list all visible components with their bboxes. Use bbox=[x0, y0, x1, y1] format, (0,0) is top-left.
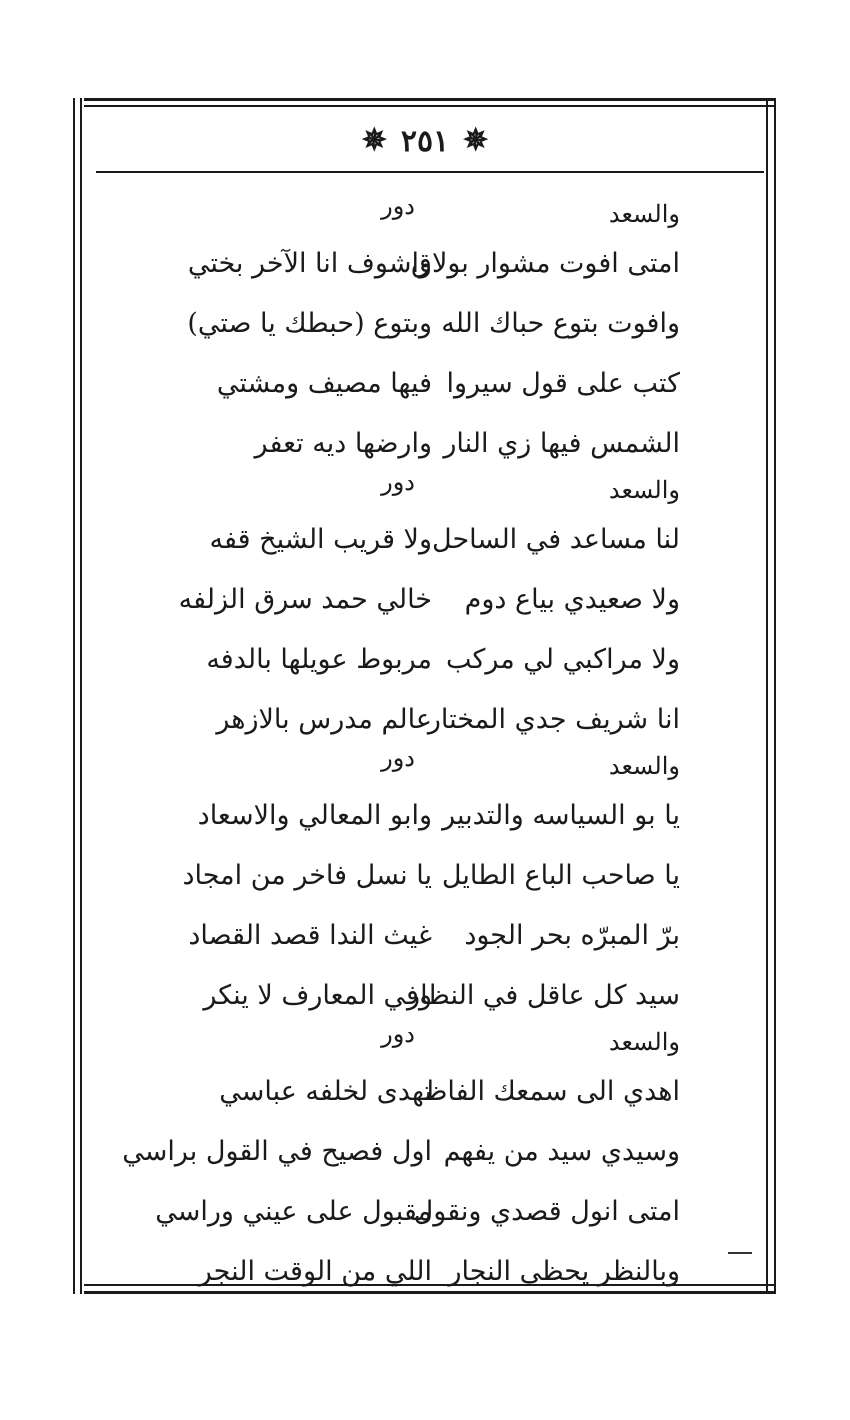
dawr-label: دور bbox=[381, 468, 415, 496]
verse-first-hemistich: يا بو السياسه والتدبير bbox=[442, 800, 680, 831]
page-number: ٢٥١ bbox=[400, 123, 450, 159]
stanza-heading bbox=[180, 468, 680, 512]
left-rule-outer bbox=[73, 98, 75, 1294]
verse-line bbox=[180, 236, 680, 296]
verse-second-hemistich: وبتوع (حبطك يا صتي) bbox=[187, 308, 432, 339]
stanza bbox=[180, 192, 680, 476]
dawr-label: دور bbox=[381, 1020, 415, 1048]
left-rule-inner bbox=[80, 98, 82, 1294]
verse-second-hemistich: خالي حمد سرق الزلفه bbox=[178, 584, 432, 615]
verse-first-hemistich: ولا مراكبي لي مركب bbox=[445, 644, 680, 675]
verse-second-hemistich: اول فصيح في القول براسي bbox=[122, 1136, 432, 1167]
verse-second-hemistich: غيث الندا قصد القصاد bbox=[188, 920, 432, 951]
page-header bbox=[0, 118, 850, 164]
stanza-heading bbox=[180, 744, 680, 788]
top-rule-inner bbox=[84, 105, 774, 107]
verse-line bbox=[180, 1064, 680, 1124]
ornament-left-icon: ✵ bbox=[361, 123, 387, 158]
dawr-label: دور bbox=[381, 192, 415, 220]
verse-first-hemistich: وبالنظر يحظى النجار bbox=[448, 1256, 680, 1287]
verse-first-hemistich: امتى انول قصدي ونقول bbox=[413, 1196, 680, 1227]
verse-first-hemistich: امتى افوت مشوار بولاق bbox=[411, 248, 680, 279]
dawr-label: دور bbox=[381, 744, 415, 772]
verse-first-hemistich: برّ المبرّه بحر الجود bbox=[464, 920, 680, 951]
verse-second-hemistich: واشوف انا الآخر بختي bbox=[187, 248, 432, 279]
printer-mark bbox=[728, 1252, 752, 1254]
verse-first-hemistich: اهدي الى سمعك الفاظ bbox=[422, 1076, 680, 1107]
verse-line bbox=[180, 416, 680, 476]
verse-line bbox=[180, 692, 680, 752]
verse-second-hemistich: يا نسل فاخر من امجاد bbox=[182, 860, 432, 891]
refrain-label: والسعد bbox=[608, 200, 680, 228]
verse-first-hemistich: يا صاحب الباع الطايل bbox=[441, 860, 680, 891]
stanza-heading bbox=[180, 1020, 680, 1064]
verse-second-hemistich: مقبول على عيني وراسي bbox=[155, 1196, 432, 1227]
verse-line bbox=[180, 848, 680, 908]
verse-line bbox=[180, 296, 680, 356]
poem-body bbox=[122, 192, 680, 1287]
stanza bbox=[180, 744, 680, 1028]
verse-first-hemistich: وسيدي سيد من يفهم bbox=[443, 1136, 680, 1167]
refrain-label: والسعد bbox=[608, 1028, 680, 1056]
verse-second-hemistich: وارضها ديه تعفر bbox=[254, 428, 432, 459]
verse-second-hemistich: ولا قريب الشيخ قفه bbox=[209, 524, 432, 555]
verse-line bbox=[122, 1124, 680, 1184]
top-rule-outer bbox=[84, 98, 774, 101]
right-rule-inner bbox=[766, 98, 768, 1294]
header-rule bbox=[96, 171, 764, 173]
verse-line bbox=[180, 572, 680, 632]
stanza bbox=[178, 468, 680, 752]
verse-first-hemistich: ولا صعيدي بياع دوم bbox=[464, 584, 680, 615]
verse-second-hemistich: تهدى لخلفه عباسي bbox=[219, 1076, 432, 1107]
verse-first-hemistich: وافوت بتوع حباك الله bbox=[441, 308, 680, 339]
ornament-right-icon: ✵ bbox=[463, 123, 489, 158]
verse-second-hemistich: عالم مدرس بالازهر bbox=[216, 704, 432, 735]
stanza bbox=[122, 1020, 680, 1304]
verse-first-hemistich: سيد كل عاقل في النظار bbox=[407, 980, 680, 1011]
verse-first-hemistich: انا شريف جدي المختار bbox=[427, 704, 680, 735]
verse-line bbox=[180, 632, 680, 692]
verse-line bbox=[180, 1244, 680, 1304]
verse-line bbox=[180, 908, 680, 968]
verse-first-hemistich: لنا مساعد في الساحل bbox=[432, 524, 680, 555]
verse-line bbox=[180, 356, 680, 416]
verse-second-hemistich: اللي من الوقت النجر bbox=[198, 1256, 432, 1287]
verse-first-hemistich: الشمس فيها زي النار bbox=[443, 428, 680, 459]
verse-line bbox=[155, 1184, 680, 1244]
verse-second-hemistich: فيها مصيف ومشتي bbox=[216, 368, 432, 399]
verse-second-hemistich: مربوط عويلها بالدفه bbox=[206, 644, 432, 675]
verse-second-hemistich: وابو المعالي والاسعاد bbox=[197, 800, 432, 831]
refrain-label: والسعد bbox=[608, 476, 680, 504]
verse-line bbox=[180, 788, 680, 848]
stanza-heading bbox=[180, 192, 680, 236]
verse-first-hemistich: كتب على قول سيروا bbox=[446, 368, 680, 399]
verse-line bbox=[180, 512, 680, 572]
verse-second-hemistich: وفي المعارف لا ينكر bbox=[203, 980, 432, 1011]
verse-line bbox=[180, 968, 680, 1028]
refrain-label: والسعد bbox=[608, 752, 680, 780]
right-rule-outer bbox=[774, 98, 776, 1294]
